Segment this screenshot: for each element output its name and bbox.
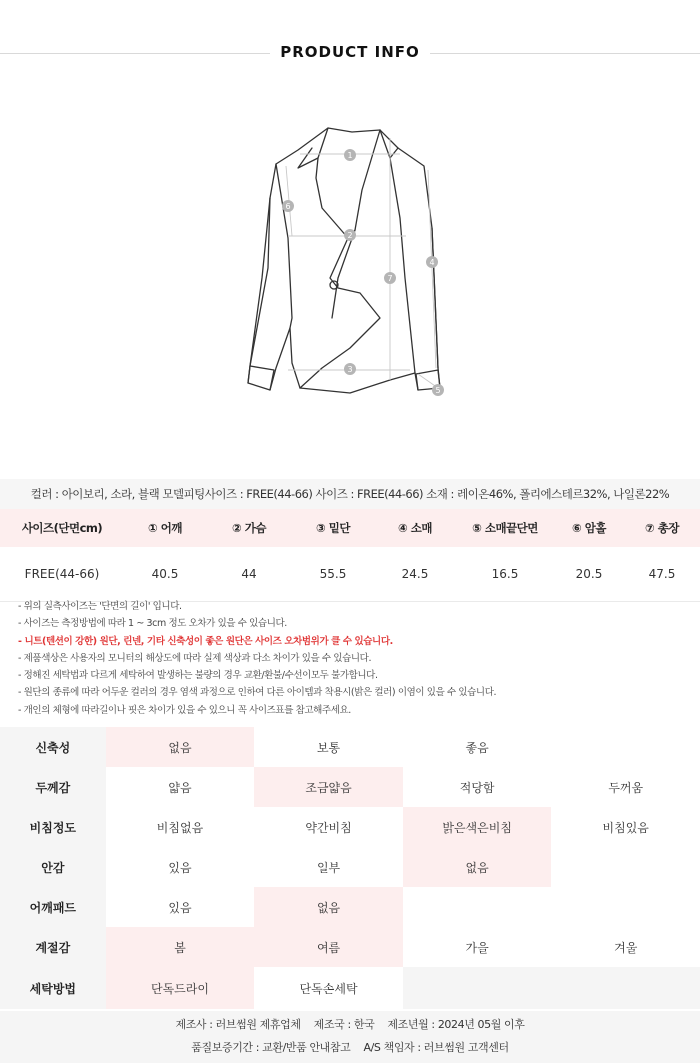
marker-5-label: 5 — [435, 386, 441, 395]
note-item-warning: - 니트(텐션이 강한) 원단, 린넨, 기타 신축성이 좋은 원단은 사이즈 오차범위가 클 수 있습니다. — [18, 635, 393, 647]
fabric-attributes — [0, 727, 700, 1009]
attr-label: 안감 — [0, 847, 106, 887]
footer-as: A/S 책임자 : 러브썸원 고객센터 — [363, 1041, 509, 1054]
jacket-drawing — [230, 118, 470, 408]
attr-option: 없음 — [106, 727, 255, 767]
attr-label: 비침정도 — [0, 807, 106, 847]
marker-2-label: 2 — [347, 231, 353, 240]
attr-option: 좋음 — [465, 740, 489, 755]
attr-row-sheerness — [0, 807, 700, 847]
attr-option: 있음 — [168, 860, 192, 875]
note-item: - 원단의 종류에 따라 어두운 컬러의 경우 염색 과정으로 인하여 다른 아이템과 착용시(밝은 컬러) 이염이 있을 수 있습니다. — [18, 687, 497, 699]
attr-label: 세탁방법 — [0, 967, 106, 1009]
size-notes — [18, 598, 688, 719]
attr-option — [403, 967, 552, 1009]
section-header — [0, 38, 700, 68]
attr-option — [551, 887, 700, 927]
size-header-chest: ② 가슴 — [206, 509, 292, 547]
attr-option: 없음 — [403, 847, 552, 887]
size-cell-length: 47.5 — [624, 547, 700, 601]
footer-maker: 제조사 : 러브썸원 제휴업체 — [175, 1018, 301, 1031]
attr-row-season — [0, 927, 700, 967]
note-item: - 정해진 세탁법과 다르게 세탁하여 발생하는 불량의 경우 교환/환불/수선이모두 불가합니다. — [18, 670, 378, 682]
size-header-length: ⑦ 총장 — [624, 509, 700, 547]
attr-option — [403, 887, 552, 927]
table-row — [0, 547, 700, 601]
attr-option: 일부 — [316, 860, 341, 875]
footer-country: 제조국 : 한국 — [313, 1018, 375, 1031]
attr-option: 비침없음 — [156, 820, 204, 835]
attr-option: 여름 — [254, 927, 403, 967]
marker-7-label: 7 — [387, 274, 393, 283]
size-cell-armhole: 20.5 — [554, 547, 624, 601]
attr-option: 비침있음 — [602, 820, 649, 835]
note-item: - 사이즈는 측정방법에 따라 1 ~ 3cm 정도 오차가 있을 수 있습니다. — [18, 618, 287, 630]
attr-option: 조금얇음 — [254, 767, 403, 807]
attr-row-washing — [0, 967, 700, 1009]
size-table — [0, 509, 700, 602]
attr-label: 두께감 — [0, 767, 106, 807]
attr-row-thickness — [0, 767, 700, 807]
size-header-shoulder: ① 어깨 — [124, 509, 206, 547]
marker-1-label: 1 — [347, 151, 353, 160]
size-cell-label: FREE(44-66) — [0, 547, 124, 601]
attr-row-stretch — [0, 727, 700, 767]
attr-label: 어깨패드 — [0, 887, 106, 927]
size-cell-hem: 55.5 — [292, 547, 374, 601]
note-item: - 위의 실측사이즈는 '단면의 길이' 입니다. — [18, 601, 182, 612]
footer-line-2 — [0, 1032, 700, 1055]
attr-option — [551, 727, 700, 767]
marker-6-label: 6 — [285, 202, 291, 211]
attr-option: 겨울 — [614, 940, 638, 955]
product-footer — [0, 1011, 700, 1063]
size-cell-sleeve: 24.5 — [374, 547, 456, 601]
marker-4-label: 4 — [429, 258, 435, 267]
attr-row-lining — [0, 847, 700, 887]
attr-option: 가을 — [465, 940, 489, 955]
jacket-illustration — [230, 118, 470, 408]
spec-summary: 컬러 : 아이보리, 소라, 블랙 모델피팅사이즈 : FREE(44-66) 사이즈 : FREE(44-66) 소재 : 레이온46%, 폴리에스테르32%, 나일론22% — [0, 479, 700, 509]
note-item: - 제품색상은 사용자의 모니터의 해상도에 따라 실제 색상과 다소 차이가 있을 수 있습니다. — [18, 652, 372, 664]
size-header-armhole: ⑥ 암홀 — [554, 509, 624, 547]
size-cell-chest: 44 — [206, 547, 292, 601]
attr-option: 있음 — [168, 900, 192, 915]
attr-option: 봄 — [106, 927, 255, 967]
size-cell-cuff: 16.5 — [456, 547, 554, 601]
size-cell-shoulder: 40.5 — [124, 547, 206, 601]
attr-option — [551, 967, 700, 1009]
size-header-sleeve: ④ 소매 — [374, 509, 456, 547]
attr-option: 약간비침 — [305, 820, 352, 835]
marker-3-label: 3 — [347, 365, 353, 374]
attr-option — [551, 847, 700, 887]
attr-option: 없음 — [254, 887, 403, 927]
footer-line-1 — [0, 1011, 700, 1032]
size-header-cuff: ⑤ 소매끝단면 — [456, 509, 554, 547]
attr-label: 신축성 — [0, 727, 106, 767]
divider-right — [430, 53, 700, 54]
attr-option: 보통 — [316, 740, 341, 755]
size-header-hem: ③ 밑단 — [292, 509, 374, 547]
size-header-label: 사이즈(단면cm) — [0, 509, 124, 547]
footer-warranty: 품질보증기간 : 교환/반품 안내참고 — [191, 1041, 351, 1054]
size-table-header — [0, 509, 700, 547]
note-item: - 개인의 체형에 따라길이나 핏은 차이가 있을 수 있으니 꼭 사이즈표를 참고해주세요. — [18, 704, 351, 716]
attr-label: 계절감 — [0, 927, 106, 967]
section-title: PRODUCT INFO — [280, 43, 420, 61]
attr-option: 두꺼움 — [608, 780, 644, 795]
attr-option: 얇음 — [168, 780, 192, 795]
attr-option: 단독드라이 — [106, 967, 255, 1009]
attr-option: 단독손세탁 — [254, 967, 403, 1009]
attr-option: 밝은색은비침 — [403, 807, 552, 847]
attr-option: 적당함 — [459, 780, 495, 795]
attr-row-shoulder-pad — [0, 887, 700, 927]
footer-date: 제조년월 : 2024년 05월 이후 — [387, 1018, 525, 1031]
